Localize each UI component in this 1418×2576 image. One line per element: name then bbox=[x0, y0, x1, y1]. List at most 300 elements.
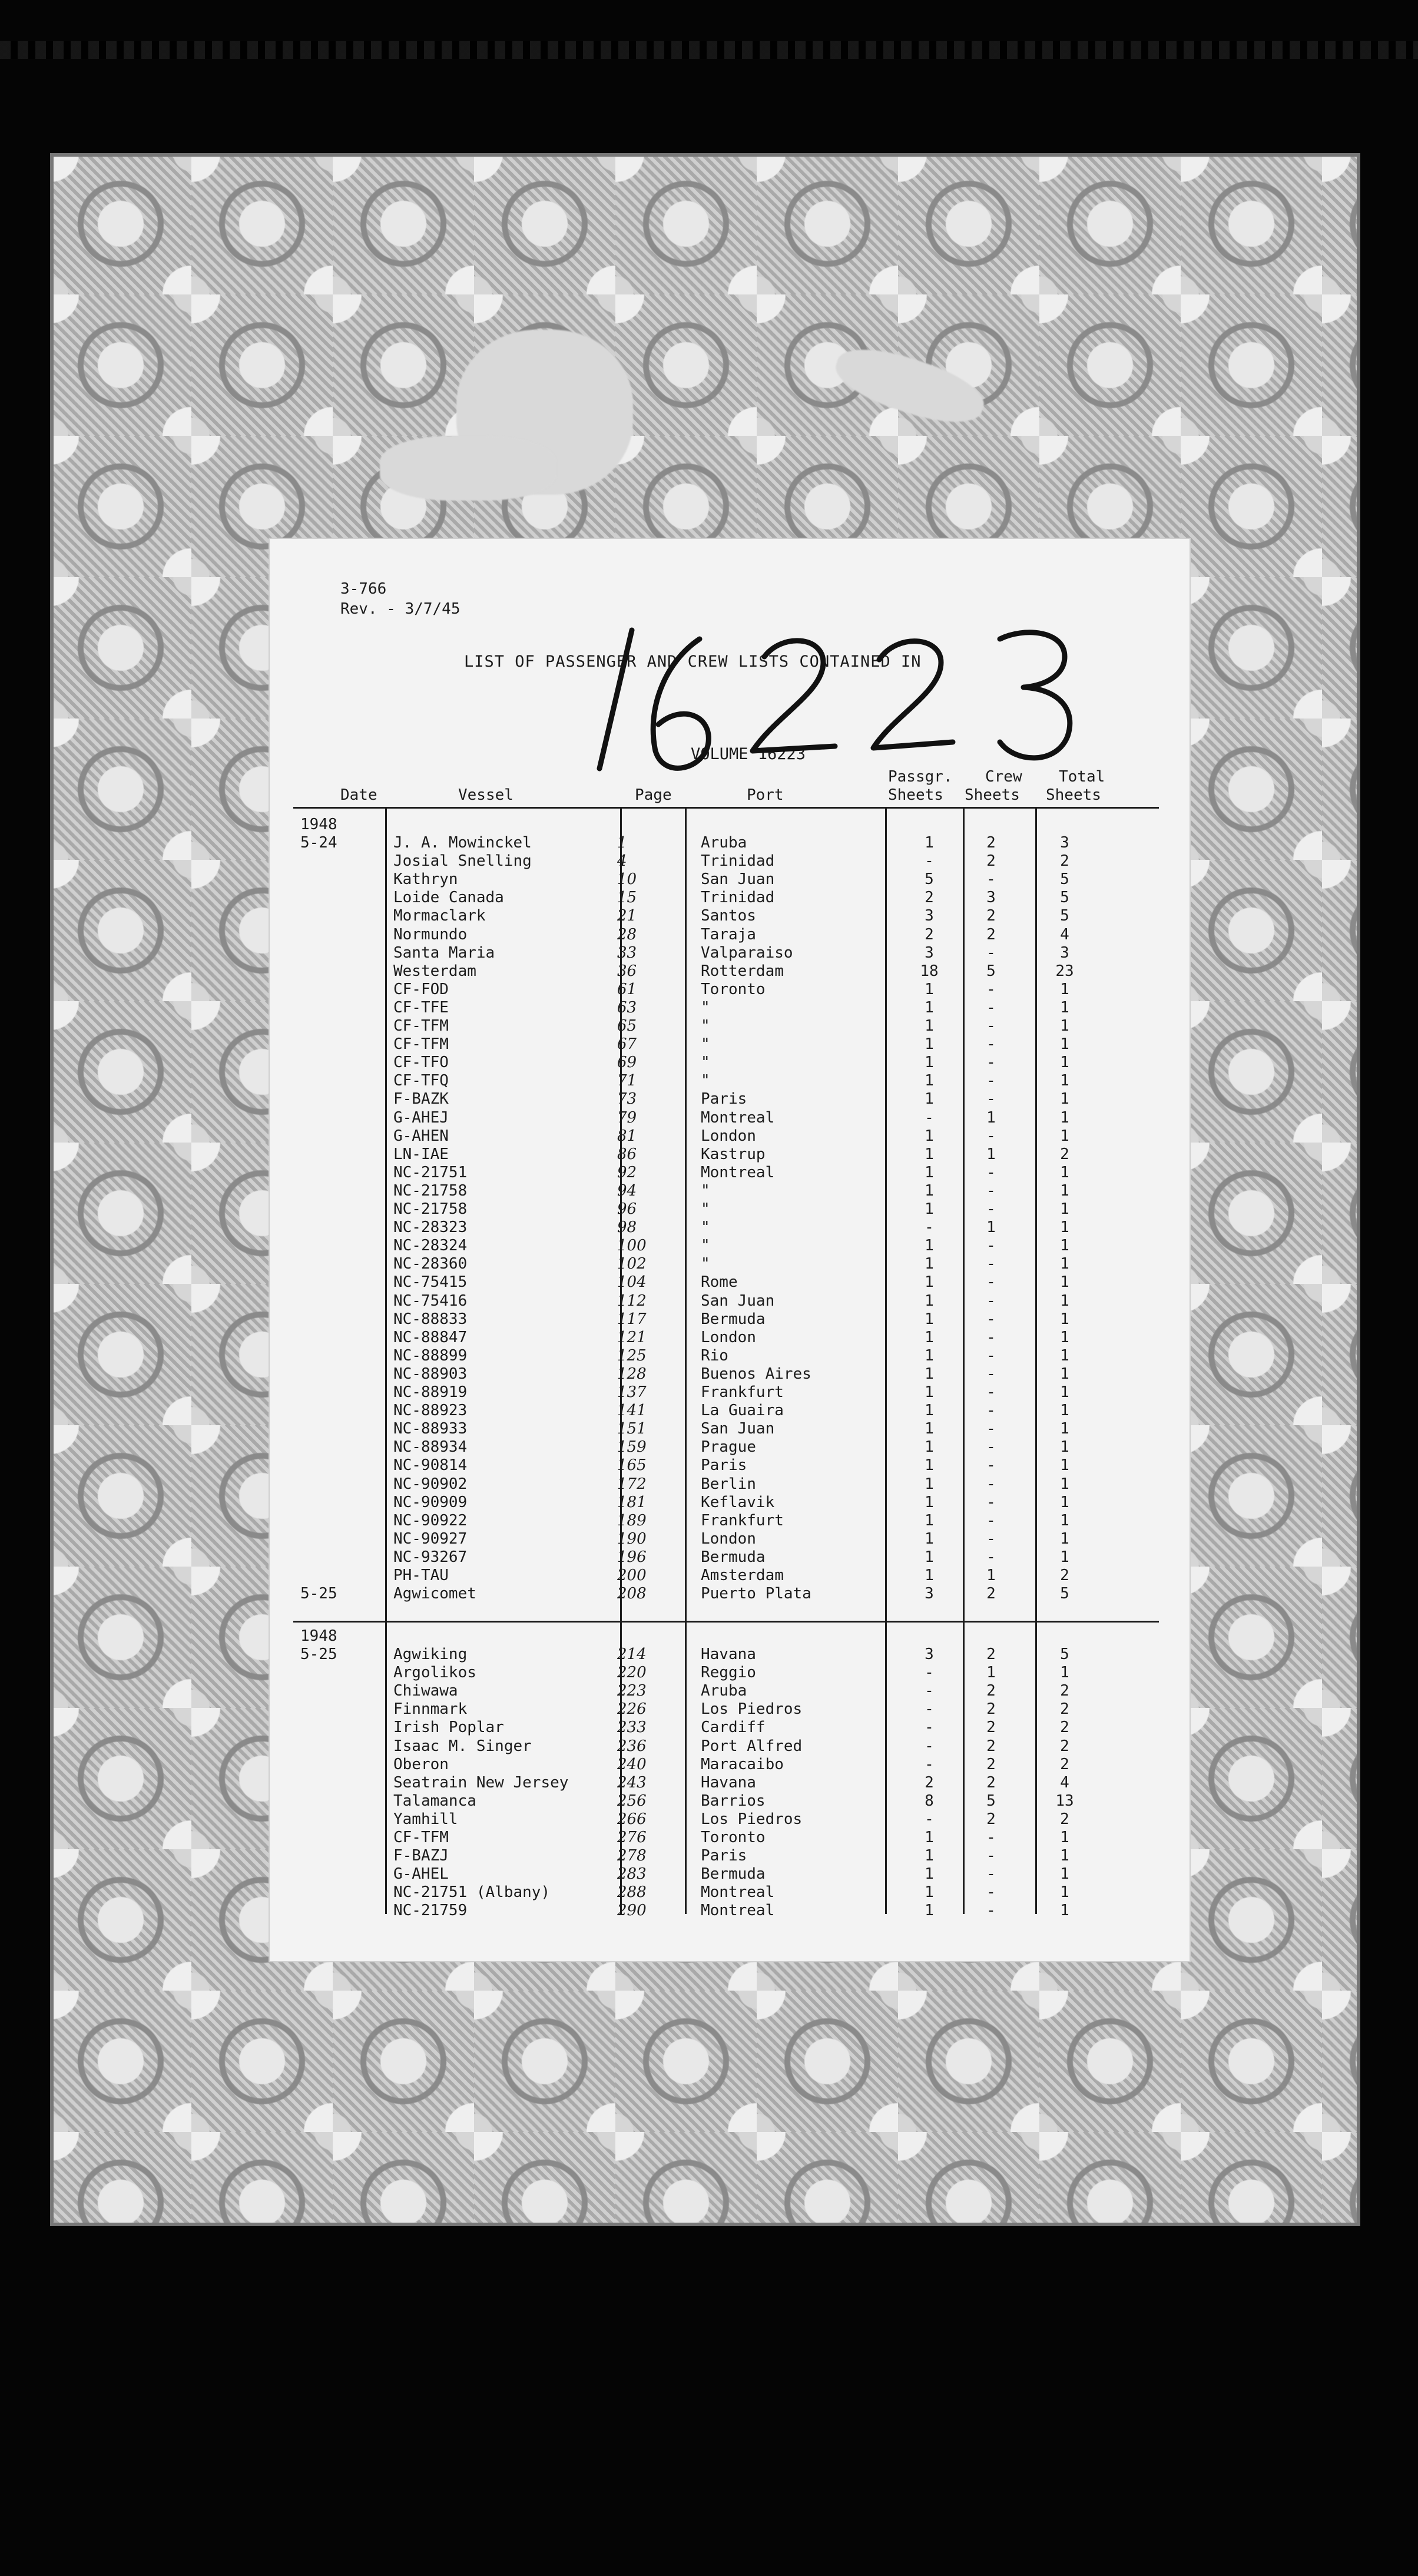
table-row bbox=[270, 999, 1190, 1017]
row-crew-sheets: - bbox=[986, 1310, 996, 1328]
row-total-sheets: 2 bbox=[1060, 1810, 1069, 1828]
row-total-sheets: 23 bbox=[1055, 962, 1074, 980]
row-passgr-sheets: 1 bbox=[925, 1902, 934, 1920]
row-port: Berlin bbox=[701, 1475, 756, 1493]
row-passgr-sheets: 1 bbox=[925, 1402, 934, 1420]
section1-year-label: 1948 bbox=[300, 816, 337, 833]
row-passgr-sheets: 1 bbox=[925, 1383, 934, 1401]
row-vessel: Agwicomet bbox=[393, 1585, 476, 1603]
row-crew-sheets: - bbox=[986, 1365, 996, 1383]
row-total-sheets: 1 bbox=[1060, 1493, 1069, 1511]
row-port: Frankfurt bbox=[701, 1511, 784, 1529]
table-row bbox=[270, 1456, 1190, 1475]
row-port: Havana bbox=[701, 1773, 756, 1792]
row-port: Valparaiso bbox=[701, 943, 793, 962]
row-vessel: CF-TFO bbox=[393, 1054, 449, 1072]
row-crew-sheets: 2 bbox=[986, 1737, 996, 1755]
row-passgr-sheets: - bbox=[925, 1108, 934, 1127]
row-vessel: NC-21751 (Albany) bbox=[393, 1883, 551, 1902]
row-total-sheets: 2 bbox=[1060, 1145, 1069, 1163]
row-total-sheets: 1 bbox=[1060, 1829, 1069, 1846]
row-vessel: Isaac M. Singer bbox=[393, 1737, 532, 1755]
row-page: 69 bbox=[617, 1054, 637, 1072]
table-row bbox=[270, 1292, 1190, 1310]
row-port: Toronto bbox=[701, 980, 766, 998]
row-total-sheets: 1 bbox=[1060, 980, 1069, 998]
row-total-sheets: 13 bbox=[1055, 1792, 1074, 1810]
row-port: San Juan bbox=[701, 1420, 775, 1438]
row-vessel: Santa Maria bbox=[393, 943, 495, 962]
row-total-sheets: 1 bbox=[1060, 1865, 1069, 1883]
table-row bbox=[270, 1127, 1190, 1145]
row-crew-sheets: - bbox=[986, 1328, 996, 1346]
row-passgr-sheets: - bbox=[925, 1737, 934, 1755]
table-row bbox=[270, 1829, 1190, 1847]
row-crew-sheets: 1 bbox=[986, 1567, 996, 1584]
header-total-2: Sheets bbox=[1046, 786, 1101, 804]
row-crew-sheets: 2 bbox=[986, 834, 996, 852]
row-date: 5-25 bbox=[300, 1585, 337, 1603]
table-row bbox=[270, 1237, 1190, 1255]
row-crew-sheets: - bbox=[986, 1163, 996, 1181]
row-page: 165 bbox=[617, 1456, 647, 1475]
row-total-sheets: 5 bbox=[1060, 907, 1069, 925]
row-page: 65 bbox=[617, 1017, 637, 1035]
row-passgr-sheets: 1 bbox=[925, 1475, 934, 1493]
row-page: 283 bbox=[617, 1865, 647, 1883]
row-vessel: NC-88847 bbox=[393, 1328, 468, 1346]
row-page: 117 bbox=[617, 1310, 647, 1328]
row-vessel: Talamanca bbox=[393, 1792, 476, 1810]
row-crew-sheets: - bbox=[986, 1017, 996, 1035]
row-passgr-sheets: 1 bbox=[925, 1237, 934, 1255]
row-port: Bermuda bbox=[701, 1310, 766, 1328]
row-vessel: PH-TAU bbox=[393, 1567, 449, 1584]
sheet-heading: LIST OF PASSENGER AND CREW LISTS CONTAINED IN bbox=[464, 653, 922, 671]
row-crew-sheets: - bbox=[986, 1865, 996, 1883]
row-vessel: NC-21758 bbox=[393, 1181, 468, 1200]
table-row bbox=[270, 1420, 1190, 1438]
row-total-sheets: 1 bbox=[1060, 1475, 1069, 1493]
header-total-1: Total bbox=[1059, 768, 1105, 786]
row-passgr-sheets: 1 bbox=[925, 1420, 934, 1438]
row-crew-sheets: - bbox=[986, 1072, 996, 1090]
row-port: Toronto bbox=[701, 1829, 766, 1846]
row-page: 92 bbox=[617, 1163, 637, 1181]
table-row bbox=[270, 926, 1190, 944]
row-passgr-sheets: 1 bbox=[925, 1829, 934, 1846]
row-port: London bbox=[701, 1127, 756, 1145]
row-vessel: CF-TFM bbox=[393, 1035, 449, 1054]
row-passgr-sheets: 1 bbox=[925, 1865, 934, 1883]
row-vessel: NC-21751 bbox=[393, 1163, 468, 1181]
row-total-sheets: 1 bbox=[1060, 1255, 1069, 1273]
row-total-sheets: 1 bbox=[1060, 1127, 1069, 1145]
row-passgr-sheets: - bbox=[925, 1719, 934, 1737]
row-passgr-sheets: 1 bbox=[925, 1181, 934, 1200]
volume-contents-sheet bbox=[270, 539, 1190, 1961]
row-vessel: NC-28324 bbox=[393, 1237, 468, 1255]
row-port: Maracaibo bbox=[701, 1755, 784, 1773]
row-page: 63 bbox=[617, 998, 637, 1017]
row-passgr-sheets: 1 bbox=[925, 1883, 934, 1902]
form-code: 3-766 bbox=[340, 580, 387, 598]
header-crew-2: Sheets bbox=[965, 786, 1020, 804]
row-passgr-sheets: 3 bbox=[925, 1585, 934, 1603]
row-page: 86 bbox=[617, 1145, 637, 1163]
row-total-sheets: 2 bbox=[1060, 1567, 1069, 1584]
table-row bbox=[270, 1700, 1190, 1719]
row-vessel: NC-90814 bbox=[393, 1456, 468, 1475]
row-page: 67 bbox=[617, 1035, 637, 1054]
row-crew-sheets: - bbox=[986, 1237, 996, 1255]
row-crew-sheets: 2 bbox=[986, 907, 996, 925]
row-crew-sheets: - bbox=[986, 1493, 996, 1511]
row-crew-sheets: - bbox=[986, 1438, 996, 1456]
row-page: 151 bbox=[617, 1420, 647, 1438]
row-total-sheets: 1 bbox=[1060, 1548, 1069, 1566]
row-page: 102 bbox=[617, 1255, 647, 1273]
row-crew-sheets: 1 bbox=[986, 1108, 996, 1127]
row-page: 61 bbox=[617, 980, 637, 998]
row-port: " bbox=[701, 1035, 710, 1054]
row-crew-sheets: - bbox=[986, 1255, 996, 1273]
row-page: 128 bbox=[617, 1365, 647, 1383]
row-vessel: Mormaclark bbox=[393, 907, 486, 925]
row-passgr-sheets: 1 bbox=[925, 1200, 934, 1218]
row-passgr-sheets: 1 bbox=[925, 1163, 934, 1181]
row-page: 196 bbox=[617, 1548, 647, 1566]
row-page: 200 bbox=[617, 1567, 647, 1584]
row-vessel: Kathryn bbox=[393, 870, 458, 889]
row-passgr-sheets: 2 bbox=[925, 889, 934, 907]
table-row bbox=[270, 834, 1190, 852]
row-crew-sheets: - bbox=[986, 1548, 996, 1566]
row-passgr-sheets: 1 bbox=[925, 1035, 934, 1054]
row-port: Paris bbox=[701, 1456, 747, 1475]
form-number bbox=[340, 579, 460, 619]
row-port: " bbox=[701, 1017, 710, 1035]
table-row bbox=[270, 1902, 1190, 1920]
row-vessel: Loide Canada bbox=[393, 889, 504, 907]
row-vessel: G-AHEL bbox=[393, 1865, 449, 1883]
row-passgr-sheets: 1 bbox=[925, 1292, 934, 1310]
row-crew-sheets: 5 bbox=[986, 1792, 996, 1810]
row-page: 4 bbox=[617, 852, 627, 870]
table-row bbox=[270, 1548, 1190, 1567]
row-vessel: Chiwawa bbox=[393, 1682, 458, 1700]
table-row bbox=[270, 1512, 1190, 1530]
row-port: Port Alfred bbox=[701, 1737, 803, 1755]
row-port: Aruba bbox=[701, 1682, 747, 1700]
row-passgr-sheets: - bbox=[925, 1755, 934, 1773]
table-row bbox=[270, 1329, 1190, 1347]
row-passgr-sheets: 2 bbox=[925, 925, 934, 943]
row-port: Santos bbox=[701, 907, 756, 925]
row-crew-sheets: - bbox=[986, 1475, 996, 1493]
row-port: Buenos Aires bbox=[701, 1365, 811, 1383]
row-page: 214 bbox=[617, 1645, 647, 1663]
handwritten-volume-number bbox=[576, 615, 1106, 792]
row-port: Trinidad bbox=[701, 852, 775, 870]
row-total-sheets: 1 bbox=[1060, 1181, 1069, 1200]
row-passgr-sheets: 3 bbox=[925, 907, 934, 925]
row-total-sheets: 1 bbox=[1060, 1237, 1069, 1255]
row-crew-sheets: - bbox=[986, 1181, 996, 1200]
row-passgr-sheets: 1 bbox=[925, 1072, 934, 1090]
row-page: 141 bbox=[617, 1402, 647, 1420]
row-port: Los Piedros bbox=[701, 1700, 803, 1719]
row-page: 288 bbox=[617, 1883, 647, 1902]
row-vessel: G-AHEN bbox=[393, 1127, 449, 1145]
section2-year bbox=[270, 1627, 1190, 1645]
row-crew-sheets: - bbox=[986, 1292, 996, 1310]
row-crew-sheets: 2 bbox=[986, 1719, 996, 1737]
row-page: 21 bbox=[617, 907, 637, 925]
row-vessel: NC-28323 bbox=[393, 1219, 468, 1237]
row-crew-sheets: 1 bbox=[986, 1145, 996, 1163]
row-port: " bbox=[701, 1255, 710, 1273]
row-total-sheets: 1 bbox=[1060, 1163, 1069, 1181]
row-port: " bbox=[701, 1219, 710, 1237]
row-crew-sheets: 1 bbox=[986, 1664, 996, 1682]
row-port: " bbox=[701, 1237, 710, 1255]
table-row bbox=[270, 1792, 1190, 1810]
row-port: Kastrup bbox=[701, 1145, 766, 1163]
table-row bbox=[270, 1365, 1190, 1383]
row-passgr-sheets: 1 bbox=[925, 998, 934, 1017]
table-row bbox=[270, 1567, 1190, 1585]
row-crew-sheets: - bbox=[986, 1200, 996, 1218]
row-page: 104 bbox=[617, 1273, 647, 1292]
row-passgr-sheets: 2 bbox=[925, 1773, 934, 1792]
table-row bbox=[270, 1530, 1190, 1548]
row-total-sheets: 1 bbox=[1060, 1383, 1069, 1401]
row-passgr-sheets: 1 bbox=[925, 1328, 934, 1346]
row-crew-sheets: - bbox=[986, 1883, 996, 1902]
row-page: 79 bbox=[617, 1108, 637, 1127]
row-vessel: F-BAZJ bbox=[393, 1847, 449, 1865]
tape-residue-right bbox=[829, 337, 990, 435]
row-page: 276 bbox=[617, 1829, 647, 1846]
row-port: Montreal bbox=[701, 1883, 775, 1902]
row-passgr-sheets: 1 bbox=[925, 1365, 934, 1383]
volume-label: VOLUME 16223 bbox=[691, 745, 806, 763]
row-port: La Guaira bbox=[701, 1402, 784, 1420]
row-port: Rome bbox=[701, 1273, 738, 1292]
row-page: 71 bbox=[617, 1072, 637, 1090]
table-row bbox=[270, 1182, 1190, 1200]
row-passgr-sheets: 1 bbox=[925, 1017, 934, 1035]
row-total-sheets: 1 bbox=[1060, 1456, 1069, 1475]
table-row bbox=[270, 981, 1190, 999]
row-crew-sheets: 2 bbox=[986, 1773, 996, 1792]
row-total-sheets: 2 bbox=[1060, 1737, 1069, 1755]
row-crew-sheets: 1 bbox=[986, 1219, 996, 1237]
table-row bbox=[270, 944, 1190, 962]
row-passgr-sheets: 1 bbox=[925, 1054, 934, 1072]
row-page: 189 bbox=[617, 1511, 647, 1529]
row-page: 33 bbox=[617, 943, 637, 962]
row-total-sheets: 1 bbox=[1060, 1108, 1069, 1127]
section2-year-label: 1948 bbox=[300, 1627, 337, 1645]
row-crew-sheets: 2 bbox=[986, 1810, 996, 1828]
table-row bbox=[270, 1719, 1190, 1737]
row-passgr-sheets: 1 bbox=[925, 1346, 934, 1365]
row-passgr-sheets: 1 bbox=[925, 1548, 934, 1566]
row-total-sheets: 1 bbox=[1060, 1035, 1069, 1054]
row-crew-sheets: 2 bbox=[986, 925, 996, 943]
header-vessel: Vessel bbox=[458, 786, 513, 804]
row-total-sheets: 4 bbox=[1060, 925, 1069, 943]
row-total-sheets: 1 bbox=[1060, 1346, 1069, 1365]
table-row bbox=[270, 1072, 1190, 1090]
row-passgr-sheets: 1 bbox=[925, 1847, 934, 1865]
row-total-sheets: 1 bbox=[1060, 1664, 1069, 1682]
table-row bbox=[270, 1383, 1190, 1402]
row-port: Bermuda bbox=[701, 1548, 766, 1566]
row-port: London bbox=[701, 1328, 756, 1346]
row-page: 81 bbox=[617, 1127, 637, 1145]
row-port: Paris bbox=[701, 1090, 747, 1108]
row-passgr-sheets: 5 bbox=[925, 870, 934, 889]
row-page: 15 bbox=[617, 889, 637, 907]
row-crew-sheets: - bbox=[986, 1273, 996, 1292]
table-row bbox=[270, 1585, 1190, 1603]
row-total-sheets: 1 bbox=[1060, 1054, 1069, 1072]
row-total-sheets: 3 bbox=[1060, 943, 1069, 962]
row-passgr-sheets: 1 bbox=[925, 1567, 934, 1584]
row-vessel: CF-TFE bbox=[393, 998, 449, 1017]
row-vessel: Finnmark bbox=[393, 1700, 468, 1719]
row-total-sheets: 2 bbox=[1060, 1755, 1069, 1773]
row-vessel: J. A. Mowinckel bbox=[393, 834, 532, 852]
row-vessel: CF-FOD bbox=[393, 980, 449, 998]
row-page: 243 bbox=[617, 1773, 647, 1792]
row-total-sheets: 1 bbox=[1060, 1511, 1069, 1529]
table-row bbox=[270, 870, 1190, 889]
row-total-sheets: 1 bbox=[1060, 1219, 1069, 1237]
row-total-sheets: 2 bbox=[1060, 852, 1069, 870]
row-crew-sheets: - bbox=[986, 870, 996, 889]
table-row bbox=[270, 1645, 1190, 1664]
row-crew-sheets: - bbox=[986, 1829, 996, 1846]
row-crew-sheets: - bbox=[986, 1054, 996, 1072]
header-passgr-1: Passgr. bbox=[888, 768, 953, 786]
row-crew-sheets: 2 bbox=[986, 1585, 996, 1603]
row-total-sheets: 2 bbox=[1060, 1719, 1069, 1737]
row-port: London bbox=[701, 1529, 756, 1548]
row-crew-sheets: 5 bbox=[986, 962, 996, 980]
row-crew-sheets: - bbox=[986, 1902, 996, 1920]
row-page: 137 bbox=[617, 1383, 647, 1401]
row-total-sheets: 5 bbox=[1060, 870, 1069, 889]
row-passgr-sheets: - bbox=[925, 1219, 934, 1237]
row-page: 172 bbox=[617, 1475, 647, 1493]
row-page: 220 bbox=[617, 1664, 647, 1682]
row-passgr-sheets: - bbox=[925, 1664, 934, 1682]
row-vessel: Yamhill bbox=[393, 1810, 458, 1828]
row-total-sheets: 1 bbox=[1060, 1090, 1069, 1108]
row-total-sheets: 3 bbox=[1060, 834, 1069, 852]
row-passgr-sheets: 1 bbox=[925, 980, 934, 998]
row-vessel: NC-90909 bbox=[393, 1493, 468, 1511]
row-vessel: G-AHEJ bbox=[393, 1108, 449, 1127]
row-passgr-sheets: 1 bbox=[925, 1529, 934, 1548]
row-port: Taraja bbox=[701, 925, 756, 943]
row-passgr-sheets: 1 bbox=[925, 1145, 934, 1163]
row-crew-sheets: - bbox=[986, 1127, 996, 1145]
row-page: 94 bbox=[617, 1181, 637, 1200]
row-vessel: NC-88923 bbox=[393, 1402, 468, 1420]
row-vessel: LN-IAE bbox=[393, 1145, 449, 1163]
row-passgr-sheets: 3 bbox=[925, 1645, 934, 1663]
row-crew-sheets: - bbox=[986, 1529, 996, 1548]
row-page: 181 bbox=[617, 1493, 647, 1511]
row-total-sheets: 5 bbox=[1060, 889, 1069, 907]
row-vessel: Oberon bbox=[393, 1755, 449, 1773]
row-port: Puerto Plata bbox=[701, 1585, 811, 1603]
row-passgr-sheets: 1 bbox=[925, 1273, 934, 1292]
row-crew-sheets: - bbox=[986, 1346, 996, 1365]
row-crew-sheets: - bbox=[986, 1383, 996, 1401]
section1-year bbox=[270, 816, 1190, 834]
row-port: Reggio bbox=[701, 1664, 756, 1682]
table-row bbox=[270, 1145, 1190, 1164]
row-total-sheets: 1 bbox=[1060, 998, 1069, 1017]
row-port: " bbox=[701, 998, 710, 1017]
table-row bbox=[270, 1438, 1190, 1456]
row-crew-sheets: - bbox=[986, 980, 996, 998]
row-total-sheets: 1 bbox=[1060, 1420, 1069, 1438]
row-vessel: NC-93267 bbox=[393, 1548, 468, 1566]
row-port: " bbox=[701, 1054, 710, 1072]
row-total-sheets: 5 bbox=[1060, 1585, 1069, 1603]
table-row bbox=[270, 1035, 1190, 1054]
row-total-sheets: 1 bbox=[1060, 1847, 1069, 1865]
row-page: 226 bbox=[617, 1700, 647, 1719]
row-page: 233 bbox=[617, 1719, 647, 1737]
row-total-sheets: 2 bbox=[1060, 1682, 1069, 1700]
row-crew-sheets: 2 bbox=[986, 1645, 996, 1663]
table-row bbox=[270, 962, 1190, 981]
row-passgr-sheets: - bbox=[925, 852, 934, 870]
row-vessel: Normundo bbox=[393, 925, 468, 943]
row-crew-sheets: - bbox=[986, 1420, 996, 1438]
row-total-sheets: 1 bbox=[1060, 1200, 1069, 1218]
row-page: 223 bbox=[617, 1682, 647, 1700]
row-vessel: Irish Poplar bbox=[393, 1719, 504, 1737]
row-page: 112 bbox=[617, 1292, 647, 1310]
row-port: Montreal bbox=[701, 1902, 775, 1920]
row-page: 73 bbox=[617, 1090, 637, 1108]
row-crew-sheets: 3 bbox=[986, 889, 996, 907]
row-vessel: Argolikos bbox=[393, 1664, 476, 1682]
row-total-sheets: 5 bbox=[1060, 1645, 1069, 1663]
header-underline bbox=[293, 807, 1159, 809]
row-crew-sheets: - bbox=[986, 998, 996, 1017]
header-page: Page bbox=[635, 786, 672, 804]
row-page: 1 bbox=[617, 834, 627, 852]
row-port: Bermuda bbox=[701, 1865, 766, 1883]
table-row bbox=[270, 1664, 1190, 1682]
row-port: Frankfurt bbox=[701, 1383, 784, 1401]
row-port: Keflavik bbox=[701, 1493, 775, 1511]
row-total-sheets: 1 bbox=[1060, 1402, 1069, 1420]
table-row bbox=[270, 1090, 1190, 1108]
row-passgr-sheets: 1 bbox=[925, 1310, 934, 1328]
film-edge-marks bbox=[0, 41, 1418, 59]
